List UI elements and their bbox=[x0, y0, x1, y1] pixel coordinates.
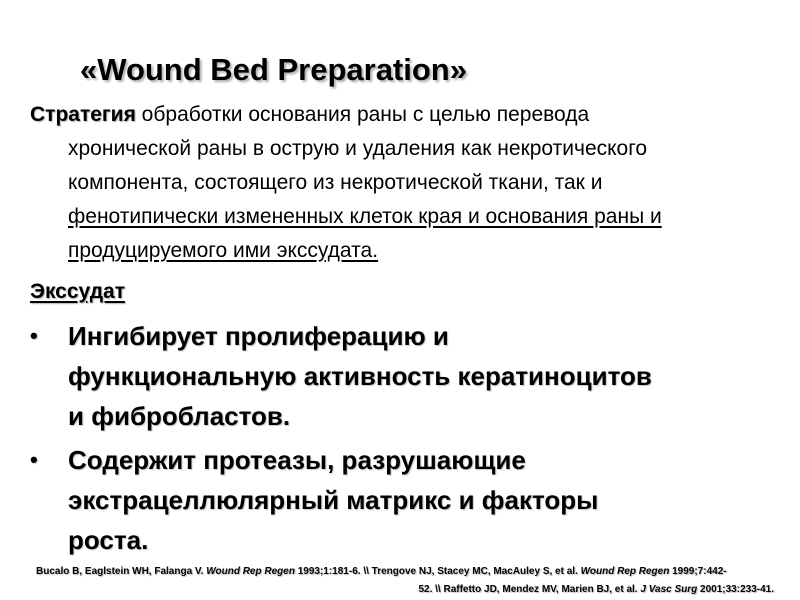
strategy-line-4: фенотипически измененных клеток края и основания раны и bbox=[68, 205, 662, 228]
strategy-line-3: компонента, состоящего из некротической ткани, так и bbox=[68, 171, 603, 194]
strategy-line-2: хронической раны в острую и удаления как некротического bbox=[68, 137, 648, 160]
strategy-line-5: продуцируемого ими экссудата. bbox=[68, 239, 379, 262]
ref-1-authors: Bucalo B, Eaglstein WH, Falanga V. bbox=[36, 566, 207, 577]
references-line-2 bbox=[36, 581, 776, 599]
ref-3-cite: 2001;33:233-41. bbox=[697, 584, 774, 595]
references-line-1 bbox=[36, 563, 776, 581]
strategy-lead-word: Стратегия bbox=[30, 103, 136, 126]
bullet-2-line-1: Содержит протеазы, разрушающие bbox=[68, 445, 526, 475]
bullet-1-line-1: Ингибирует пролиферацию и bbox=[68, 321, 449, 351]
exudate-heading: Экссудат bbox=[30, 280, 125, 303]
bullet-1-line-2: функциональную активность кератиноцитов bbox=[68, 361, 652, 391]
references bbox=[36, 563, 776, 599]
ref-1-cite: 1993;1:181-6. bbox=[294, 566, 361, 577]
bullet-dot-icon: • bbox=[30, 323, 38, 348]
bullet-dot-icon: • bbox=[30, 447, 38, 472]
strategy-paragraph bbox=[30, 98, 770, 268]
strategy-line-1-rest: обработки основания раны с целью перевода bbox=[135, 103, 590, 126]
slide-title: «Wound Bed Preparation» bbox=[80, 52, 467, 87]
ref-2-cite-a: 1999;7:442- bbox=[669, 566, 727, 577]
bullet-2-line-3: роста. bbox=[68, 525, 149, 555]
exudate-bullet-list bbox=[30, 316, 790, 564]
strategy-line-1 bbox=[30, 98, 770, 132]
ref-2-authors: \\ Trengove NJ, Stacey MC, MacAuley S, et al. bbox=[360, 566, 581, 577]
ref-2-cite-b: 52. bbox=[418, 584, 433, 595]
list-item bbox=[30, 440, 790, 560]
ref-3-authors: \\ Raffetto JD, Mendez MV, Marien BJ, et al. bbox=[432, 584, 641, 595]
ref-2-journal: Wound Rep Regen bbox=[580, 566, 670, 577]
ref-3-journal: J Vasc Surg bbox=[640, 584, 698, 595]
list-item bbox=[30, 316, 790, 436]
bullet-1-line-3: и фибробластов. bbox=[68, 401, 291, 431]
ref-1-journal: Wound Rep Regen bbox=[206, 566, 295, 577]
bullet-2-line-2: экстрацеллюлярный матрикс и факторы bbox=[68, 485, 599, 515]
